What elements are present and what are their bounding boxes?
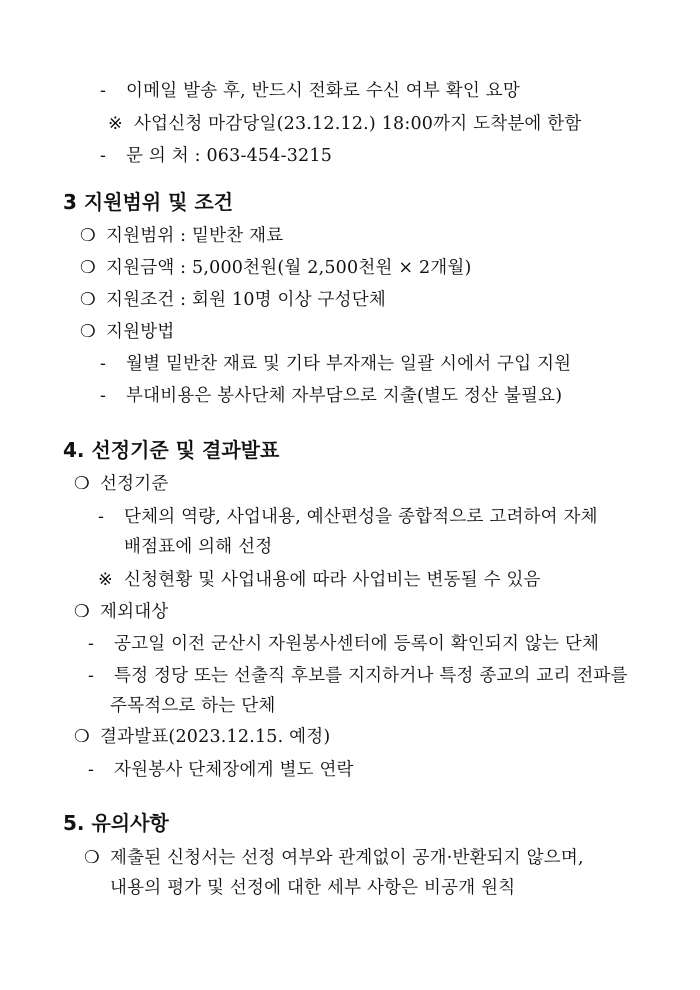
circle-bullet-icon: ❍ — [80, 258, 96, 278]
list-item — [98, 505, 598, 529]
list-item — [88, 632, 599, 656]
line-text: 문 의 처 : 063-454-3215 — [126, 146, 333, 166]
list-item — [88, 758, 354, 782]
line-text: 결과발표(2023.12.15. 예정) — [100, 727, 331, 747]
line-text: 배점표에 의해 선정 — [124, 537, 273, 557]
line-text: 주목적으로 하는 단체 — [110, 696, 276, 716]
list-item — [84, 846, 584, 870]
line-text: 부대비용은 봉사단체 자부담으로 지출(별도 정산 불필요) — [126, 386, 563, 406]
inquiry-line — [100, 144, 332, 168]
line-text: 지원조건 : 회원 10명 이상 구성단체 — [106, 290, 386, 310]
reference-mark: ※ — [98, 570, 113, 590]
dash-marker: - — [100, 81, 107, 101]
line-text: 내용의 평가 및 선정에 대한 세부 사항은 비공개 원칙 — [110, 878, 516, 898]
list-item — [74, 600, 168, 624]
line-text: 지원방법 — [106, 322, 175, 342]
list-item-continuation — [110, 876, 515, 900]
reference-mark: ※ — [108, 114, 123, 134]
line-text: 월별 밑반찬 재료 및 기타 부자재는 일괄 시에서 구입 지원 — [126, 354, 572, 374]
line-text: 사업신청 마감당일(23.12.12.) 18:00까지 도착분에 한함 — [134, 114, 582, 134]
line-text: 제출된 신청서는 선정 여부와 관계없이 공개·반환되지 않으며, — [110, 848, 584, 868]
circle-bullet-icon: ❍ — [80, 322, 96, 342]
circle-bullet-icon: ❍ — [74, 602, 90, 622]
list-item — [100, 352, 571, 376]
circle-bullet-icon: ❍ — [80, 290, 96, 310]
list-item — [80, 224, 283, 248]
circle-bullet-icon: ❍ — [74, 727, 90, 747]
list-item — [80, 288, 386, 312]
dash-marker: - — [98, 507, 105, 527]
section-3-heading: 3 지원범위 및 조건 — [63, 190, 234, 214]
dash-marker: - — [100, 386, 107, 406]
list-item — [80, 256, 472, 280]
list-item — [80, 320, 174, 344]
section-5-heading: 5. 유의사항 — [63, 811, 169, 835]
circle-bullet-icon: ❍ — [84, 848, 100, 868]
circle-bullet-icon: ❍ — [80, 226, 96, 246]
list-item — [98, 568, 541, 592]
line-text: 지원범위 : 밑반찬 재료 — [106, 226, 284, 246]
line-text: 자원봉사 단체장에게 별도 연락 — [114, 760, 354, 780]
dash-marker: - — [100, 354, 107, 374]
section-4-heading: 4. 선정기준 및 결과발표 — [63, 438, 280, 462]
list-item — [74, 725, 330, 749]
line-text: 신청현황 및 사업내용에 따라 사업비는 변동될 수 있음 — [124, 570, 541, 590]
line-text: 공고일 이전 군산시 자원봉사센터에 등록이 확인되지 않는 단체 — [114, 634, 600, 654]
dash-marker: - — [100, 146, 107, 166]
line-text: 이메일 발송 후, 반드시 전화로 수신 여부 확인 요망 — [126, 81, 520, 101]
contact-note-line — [100, 79, 520, 103]
list-item — [88, 664, 628, 688]
dash-marker: - — [88, 666, 95, 686]
list-item-continuation — [124, 535, 272, 559]
dash-marker: - — [88, 634, 95, 654]
circle-bullet-icon: ❍ — [74, 474, 90, 494]
list-item — [100, 384, 562, 408]
line-text: 제외대상 — [100, 602, 169, 622]
line-text: 특정 정당 또는 선출직 후보를 지지하거나 특정 종교의 교리 전파를 — [114, 666, 628, 686]
line-text: 지원금액 : 5,000천원(월 2,500천원 × 2개월) — [106, 258, 472, 278]
dash-marker: - — [88, 760, 95, 780]
deadline-note-line — [108, 112, 582, 136]
list-item-continuation — [110, 694, 275, 718]
line-text: 선정기준 — [100, 474, 169, 494]
line-text: 단체의 역량, 사업내용, 예산편성을 종합적으로 고려하여 자체 — [124, 507, 598, 527]
list-item — [74, 472, 168, 496]
